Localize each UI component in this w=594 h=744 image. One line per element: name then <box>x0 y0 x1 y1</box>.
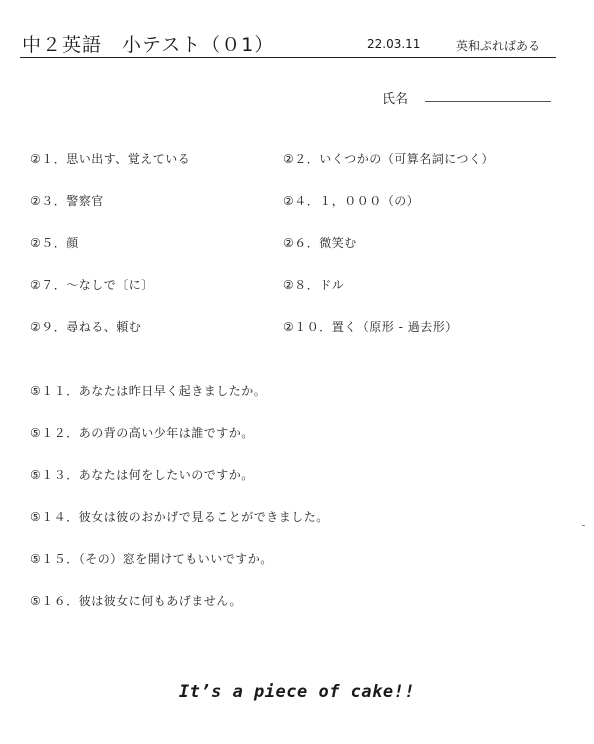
question-3: ②３．警察官 <box>30 194 104 208</box>
question-9: ②９．尋ねる、頼む <box>30 320 142 334</box>
question-1: ②１．思い出す、覚えている <box>30 152 191 166</box>
question-5: ②５．顔 <box>30 236 79 250</box>
footer-phrase: It’s a piece of cake!! <box>178 682 416 702</box>
question-12: ⑤１２．あの背の高い少年は誰ですか。 <box>30 426 254 440</box>
question-2: ②２．いくつかの（可算名詞につく） <box>283 152 495 166</box>
question-4: ②４．１，０００（の） <box>283 194 420 208</box>
sheet-title: 中２英語 小テスト（０1） <box>22 34 275 56</box>
question-11: ⑤１１．あなたは昨日早く起きましたか。 <box>30 384 267 398</box>
header-divider <box>20 57 556 58</box>
scan-speck <box>582 525 585 526</box>
question-7: ②７．～なしで〔に〕 <box>30 278 154 292</box>
sheet-date: 22.03.11 <box>367 37 421 51</box>
name-field-line <box>425 101 551 102</box>
question-8: ②８．ドル <box>283 278 345 292</box>
question-16: ⑤１６．彼は彼女に何もあげません。 <box>30 594 242 608</box>
question-13: ⑤１３．あなたは何をしたいのですか。 <box>30 468 254 482</box>
question-6: ②６．微笑む <box>283 236 357 250</box>
name-field-label: 氏名 <box>382 92 409 107</box>
question-10: ②１０．置く（原形 - 過去形） <box>283 320 458 334</box>
sheet-source-name: 英和ぷればある <box>456 39 541 53</box>
question-15: ⑤１５．（その）窓を開けてもいいですか。 <box>30 552 273 566</box>
question-14: ⑤１４．彼女は彼のおかげで見ることができました。 <box>30 510 329 524</box>
